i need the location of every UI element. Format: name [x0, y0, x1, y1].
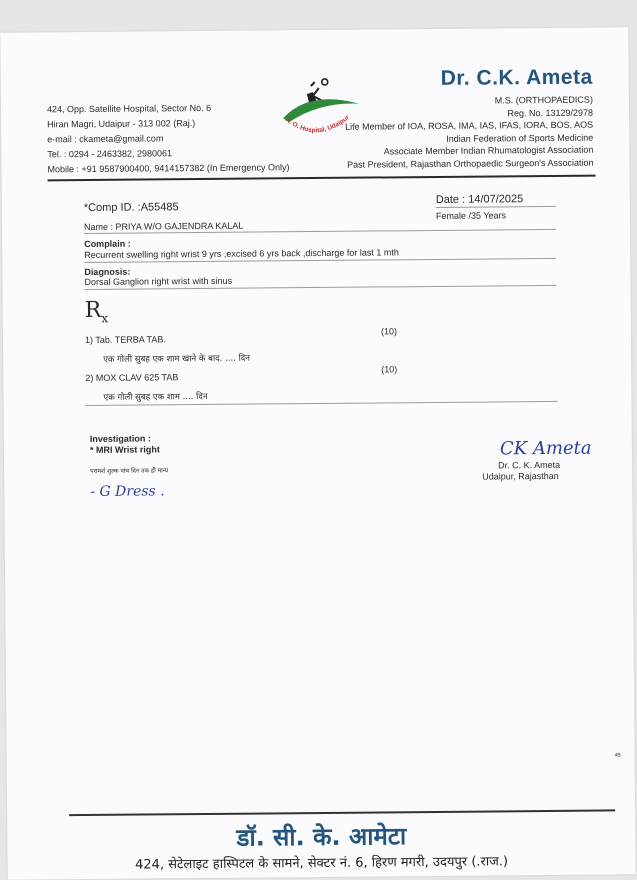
rx-subscript: x: [101, 311, 109, 326]
qualifications-block: [345, 94, 594, 172]
complain-text: Recurrent swelling right wrist 9 yrs ,excised 6 yrs back ,discharge for last 1 mth: [84, 247, 399, 261]
signature-place: Udaipur, Rajasthan: [482, 470, 559, 482]
doctor-name: Dr. C.K. Ameta: [440, 65, 593, 90]
prescription-page: [0, 27, 635, 879]
qualification-line: Reg. No. 13129/2978: [507, 107, 594, 118]
signature-name: Dr. C. K. Ameta: [498, 459, 561, 471]
qualification-line: Life Member of IOA, ROSA, IMA, IAS, IFAS, IORA, BOS, AOS: [345, 119, 594, 132]
medicine-1-dosage: एक गोली सुबह एक शाम खाने के बाद. .... दिन: [103, 353, 251, 365]
divider: [436, 206, 556, 208]
medicine-2-qty: (10): [381, 364, 398, 375]
footer-doctor-name: डॉ. सी. के. आमेटा: [236, 822, 407, 852]
investigation-item: * MRI Wrist right: [89, 444, 160, 455]
margin-mark: 4B: [614, 752, 621, 759]
address-block: [47, 100, 290, 177]
qualification-line: Indian Federation of Sports Medicine: [446, 132, 594, 144]
gender-age: Female /35 Years: [435, 210, 507, 221]
footer-divider: [69, 809, 615, 816]
address-line: Hiran Magri, Udaipur - 313 002 (Raj.): [47, 118, 196, 130]
mobile-line: Mobile : +91 9587900400, 9414157382 (In Emergency Only): [47, 162, 290, 175]
comp-id: *Comp ID. :A55485: [83, 201, 179, 215]
diagnosis-text: Dorsal Ganglion right wrist with sinus: [84, 275, 233, 288]
rx-letter: R: [84, 297, 102, 324]
medicine-2-dosage: एक गोली सुबह एक शाम .... दिन: [103, 391, 208, 403]
telephone-line: Tel. : 0294 - 2463382, 2980061: [47, 148, 173, 160]
medicine-2: 2) MOX CLAV 625 TAB: [85, 372, 179, 384]
patient-name: Name : PRIYA W/O GAJENDRA KALAL: [83, 220, 244, 233]
fee-validity-note: परामर्श शुल्क पांच दिन तक ही मान्य: [90, 467, 169, 475]
logo-text: A. O. Hospital, Udaipur: [283, 114, 351, 135]
medicine-1: 1) Tab. TERBA TAB.: [84, 334, 166, 346]
investigation-label: Investigation :: [89, 433, 151, 444]
date: Date : 14/07/2025: [435, 193, 524, 206]
signature: CK Ameta: [499, 437, 592, 460]
medicine-1-qty: (10): [380, 326, 397, 337]
diagnosis-label: Diagnosis:: [84, 266, 131, 278]
footer-address: 424, सेटेलाइट हास्पिटल के सामने, सेक्टर नं. 6, हिरण मगरी, उदयपुर (.राज.): [135, 854, 509, 873]
email-line: e-mail : ckameta@gmail.com: [47, 133, 164, 145]
address-line: 424, Opp. Satellite Hospital, Sector No. 6: [46, 102, 212, 115]
qualification-line: M.S. (ORTHOPAEDICS): [494, 94, 593, 106]
rx-symbol: [85, 298, 109, 326]
handwritten-note: - G Dress .: [90, 483, 165, 500]
qualification-line: Associate Member Indian Rhumatologist Association: [383, 144, 594, 157]
complain-label: Complain :: [84, 238, 131, 250]
qualification-line: Past President, Rajasthan Orthopaedic Surgeon's Association: [347, 157, 594, 170]
